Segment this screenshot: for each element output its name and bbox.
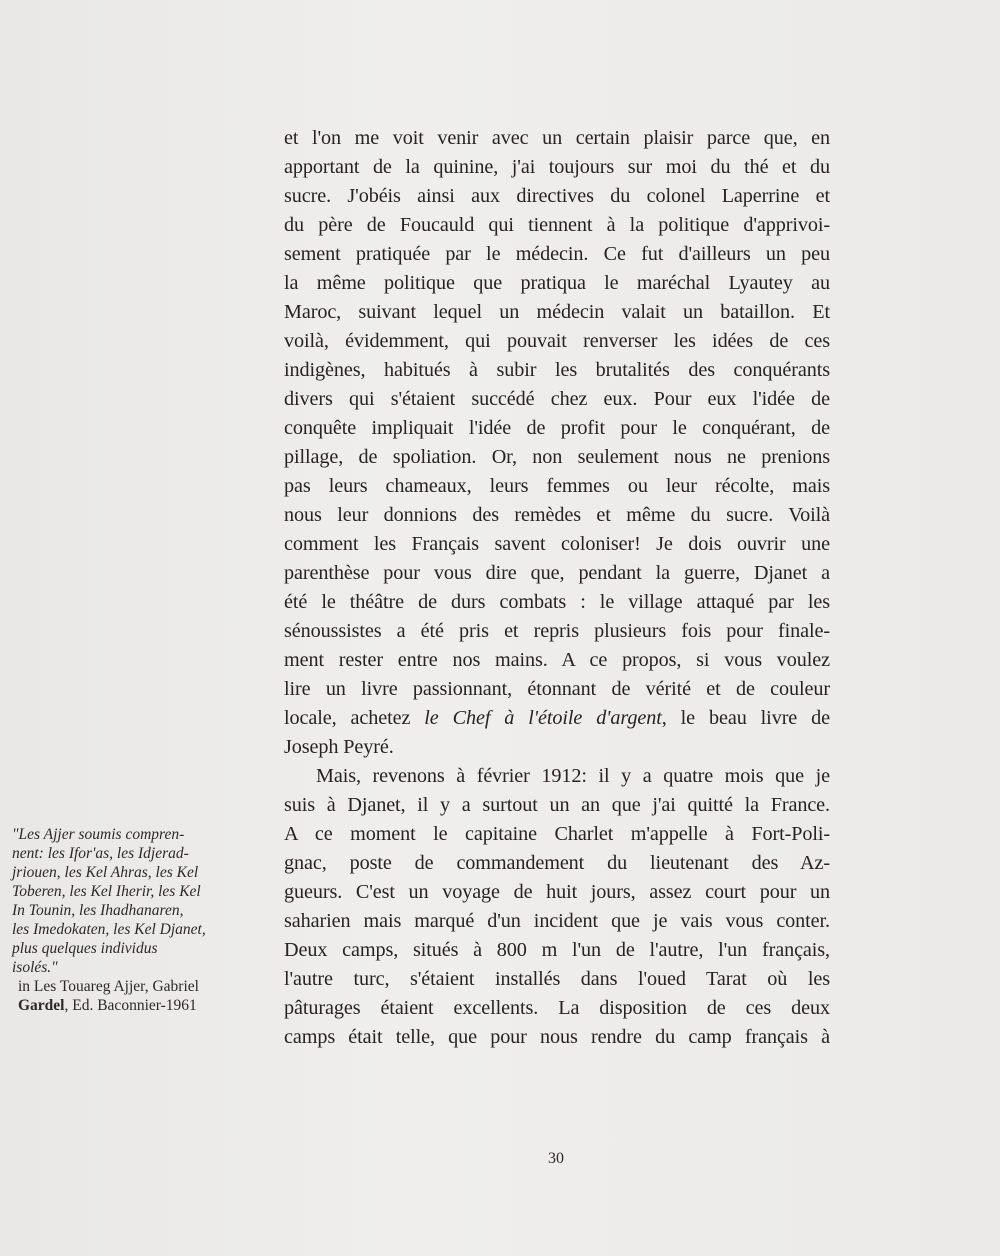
text-line: et l'on me voit venir avec un certain plaisir parce que, en xyxy=(284,127,830,149)
text-line: conquête impliquait l'idée de profit pour le conquérant, de xyxy=(284,417,830,439)
text-line: nous leur donnions des remèdes et même du sucre. Voilà xyxy=(284,504,830,526)
text-line: sénoussistes a été pris et repris plusieurs fois pour finale- xyxy=(284,620,830,642)
text-fragment: locale, achetez xyxy=(284,707,425,729)
text-line: pas leurs chameaux, leurs femmes ou leur récolte, mais xyxy=(284,475,830,497)
text-line: divers qui s'étaient succédé chez eux. Pour eux l'idée de xyxy=(284,388,830,410)
quote-line: jriouen, les Kel Ahras, les Kel xyxy=(12,864,199,881)
text-line: pillage, de spoliation. Or, non seulement nous ne prenions xyxy=(284,446,830,468)
text-line: saharien mais marqué d'un incident que je vais vous conter. xyxy=(284,910,830,932)
text-line: ment rester entre nos mains. A ce propos, si vous voulez xyxy=(284,649,830,671)
text-line: pâturages étaient excellents. La disposition de ces deux xyxy=(284,997,830,1019)
quote-source-line: in Les Touareg Ajjer, Gabriel xyxy=(18,978,199,995)
text-line: lire un livre passionnant, étonnant de vérité et de couleur xyxy=(284,678,830,700)
text-line: été le théâtre de durs combats : le village attaqué par les xyxy=(284,591,830,613)
text-line: camps était telle, que pour nous rendre du camp français à xyxy=(284,1026,830,1048)
text-line: voilà, évidemment, qui pouvait renverser les idées de ces xyxy=(284,330,830,352)
book-title: le Chef à l'étoile d'argent xyxy=(424,707,662,729)
quote-line: Toberen, les Kel Iherir, les Kel xyxy=(12,883,201,900)
quote-line: plus quelques individus xyxy=(12,940,158,957)
text-line: Maroc, suivant lequel un médecin valait un bataillon. Et xyxy=(284,301,830,323)
text-fragment: , le beau livre de xyxy=(661,707,830,729)
text-line: sement pratiquée par le médecin. Ce fut d'ailleurs un peu xyxy=(284,243,830,265)
quote-source-line xyxy=(12,996,252,1015)
text-line-book-reference xyxy=(284,704,830,733)
quote-line: nent: les Ifor'as, les Idjerad- xyxy=(12,845,189,862)
paragraph-start-line: Mais, revenons à février 1912: il y a quatre mois que je xyxy=(316,765,830,787)
quote-line: In Tounin, les Ihadhanaren, xyxy=(12,902,184,919)
margin-quote xyxy=(12,825,252,1015)
text-line: gnac, poste de commandement du lieutenant des Az- xyxy=(284,852,830,874)
text-line: parenthèse pour vous dire que, pendant la guerre, Djanet a xyxy=(284,562,830,584)
text-line: la même politique que pratiqua le maréchal Lyautey au xyxy=(284,272,830,294)
text-line: indigènes, habitués à subir les brutalités des conquérants xyxy=(284,359,830,381)
text-line: du père de Foucauld qui tiennent à la politique d'apprivoi- xyxy=(284,214,830,236)
text-line: apportant de la quinine, j'ai toujours sur moi du thé et du xyxy=(284,156,830,178)
text-line: Deux camps, situés à 800 m l'un de l'autre, l'un français, xyxy=(284,939,830,961)
source-publisher: , Ed. Baconnier-1961 xyxy=(64,997,197,1014)
text-line: sucre. J'obéis ainsi aux directives du colonel Laperrine et xyxy=(284,185,830,207)
quote-line: les Imedokaten, les Kel Djanet, xyxy=(12,921,206,938)
text-line: Joseph Peyré. xyxy=(284,736,394,758)
text-line: gueurs. C'est un voyage de huit jours, assez court pour un xyxy=(284,881,830,903)
text-line: A ce moment le capitaine Charlet m'appelle à Fort-Poli- xyxy=(284,823,830,845)
source-author: Gardel xyxy=(18,997,65,1014)
text-line: l'autre turc, s'étaient installés dans l'oued Tarat où les xyxy=(284,968,830,990)
main-text-column xyxy=(284,124,830,1052)
quote-line: "Les Ajjer soumis compren- xyxy=(12,826,185,843)
text-line: comment les Français savent coloniser! Je dois ouvrir une xyxy=(284,533,830,555)
text-line: suis à Djanet, il y a surtout un an que j'ai quitté la France. xyxy=(284,794,830,816)
quote-line: isolés." xyxy=(12,959,58,976)
page-number: 30 xyxy=(548,1150,564,1167)
